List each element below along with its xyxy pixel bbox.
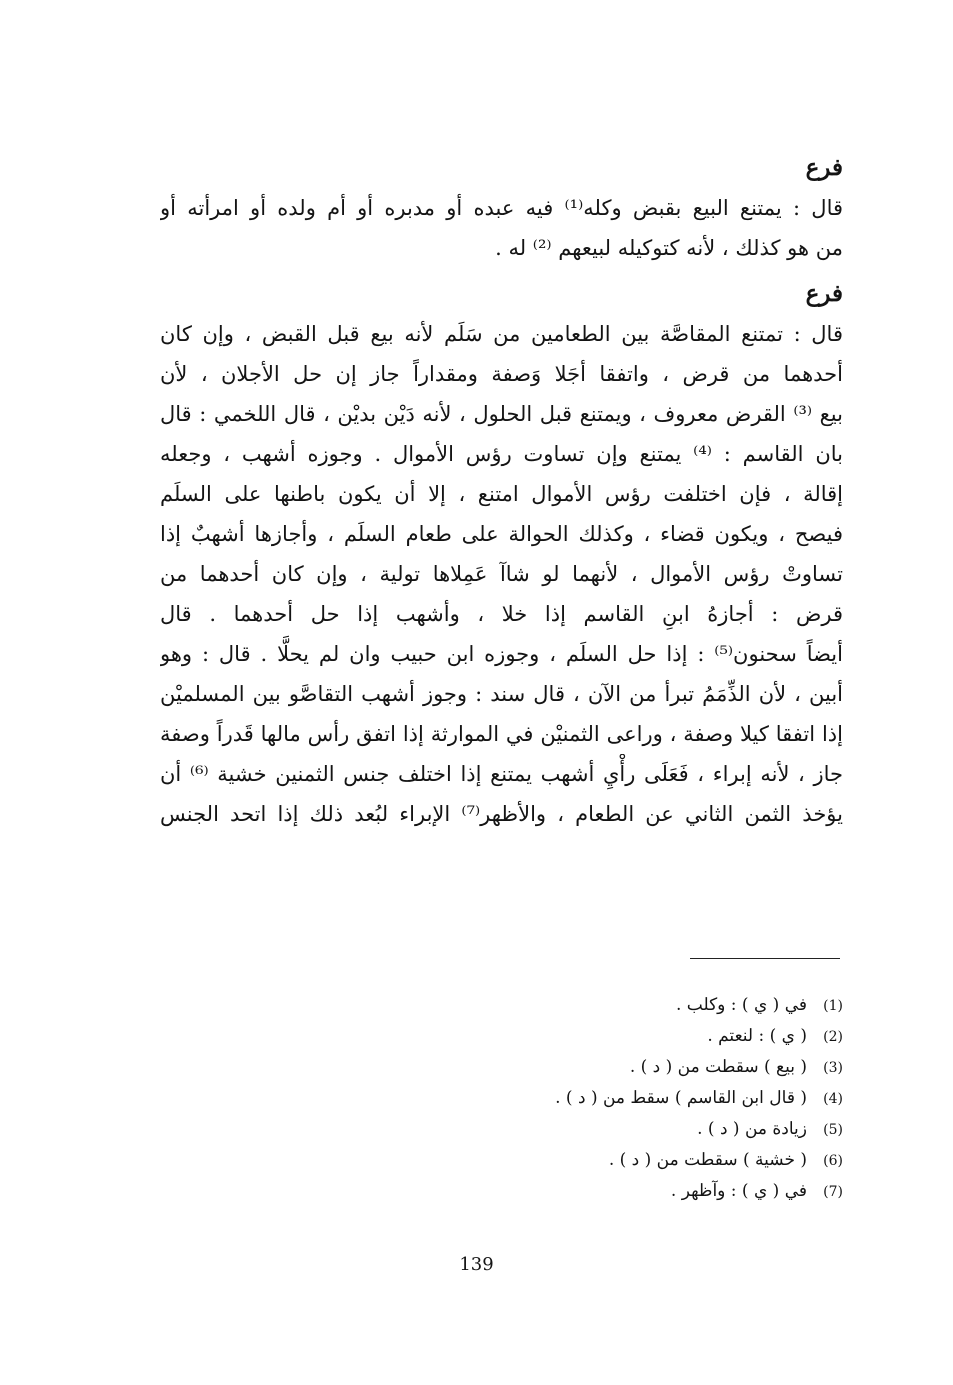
footnote-text: ( خشية ) سقطت من ( د ) . bbox=[608, 1150, 807, 1170]
text-line: بيع ⁽³⁾ القرض معروف ، ويمتنع قبل الحلول ، لأنه دَيْن بديْن ، قال اللخمي : قال bbox=[160, 402, 843, 426]
footnote-text: في ( ي ) : وآظهر . bbox=[670, 1181, 807, 1201]
main-text bbox=[160, 148, 843, 834]
footnotes bbox=[360, 990, 843, 1207]
text-line: إقالة ، فإن اختلفت رؤس الأموال امتنع ، إلا أن يكون باطنها على السلَم bbox=[160, 482, 843, 506]
footnote-item bbox=[360, 1083, 843, 1114]
text-line: أحدهما من قرض ، واتفقا أجَلا وَصفة ومقداراً جاز إن حل الأجلان ، لأن bbox=[160, 362, 843, 386]
text-line: قال : تمتنع المقاصَّة بين الطعامين من سَلَم لأنه بيع قبل القبض ، وإن كان bbox=[160, 322, 843, 346]
text-line: أيضاً سحنون⁽⁵⁾ : إذا حل السلَم ، وجوزه ابن حبيب وان لم يحلَّا . قال : وهو bbox=[160, 642, 843, 666]
footnote-item bbox=[360, 1114, 843, 1145]
section-heading: فرع bbox=[805, 154, 843, 181]
footnote-item bbox=[360, 1052, 843, 1083]
page-number: 139 bbox=[459, 1254, 494, 1275]
text-line: أبين ، لأن الذِّمَمُ تبرأ من الآن ، قال سند : وجوز أشهب التقاصَّو بين المسلميْن bbox=[160, 682, 843, 706]
text-line: قال : يمتنع البيع بقبض وكله⁽¹⁾ فيه عبده أو مدبره أو أم ولده أو امرأته أو bbox=[160, 196, 843, 220]
text-line: فيصح ، ويكون قضاء ، وكذلك الحوالة على طعام السلَم ، وأجازها أشهبٌ إذا bbox=[160, 522, 843, 546]
footnote-text: زيادة من ( د ) . bbox=[697, 1119, 807, 1139]
footnote-text: ( بيع ) سقطت من ( د ) . bbox=[629, 1057, 807, 1077]
text-line: جاز ، لأنه إبراء ، فَعَلَى رأْيِ أشهب يمتنع إذا اختلف جنس الثمنين خشية ⁽⁶⁾ أن bbox=[160, 762, 843, 786]
footnote-item bbox=[360, 1176, 843, 1207]
text-line: يؤخذ الثمن الثاني عن الطعام ، والأظهر⁽⁷⁾ الإبراء لبُعد ذلك إذا اتحد الجنس bbox=[160, 802, 843, 826]
section-heading: فرع bbox=[805, 280, 843, 307]
text-line: تساوتْ رؤس الأموال ، لأنهما لو شاآ عَمِلاها تولية ، وإن كان أحدهما من bbox=[160, 562, 843, 586]
text-line: إذا اتفقا كيلا وصفة ، وراعى الثمنيْن في الموارثة إذا اتفق رأس مالها قَدراً وصفة bbox=[160, 722, 843, 746]
footnote-item bbox=[360, 990, 843, 1021]
footnote-text: ( قال ابن القاسم ) سقط من ( د ) . bbox=[555, 1088, 807, 1108]
footnote-item bbox=[360, 1145, 843, 1176]
footnote-number: (2) bbox=[823, 1029, 843, 1045]
footnote-separator bbox=[690, 958, 840, 959]
footnote-number: (4) bbox=[823, 1091, 843, 1107]
footnote-number: (3) bbox=[823, 1060, 843, 1076]
footnote-text: في ( ي ) : وكلب . bbox=[675, 995, 807, 1015]
text-line: بان القاسم : ⁽⁴⁾ يمتنع وإن تساوت رؤس الأموال . وجوزه أشهب ، وجعله bbox=[160, 442, 843, 466]
footnote-number: (7) bbox=[823, 1184, 843, 1200]
footnote-number: (1) bbox=[823, 998, 843, 1014]
text-line: من هو كذلك ، لأنه كتوكيله لبيعهم ⁽²⁾ له . bbox=[495, 236, 843, 260]
footnote-text: ( ي ) : لنعتم . bbox=[707, 1026, 807, 1046]
footnote-number: (5) bbox=[823, 1122, 843, 1138]
text-line: قرض : أجازهُ ابنِ القاسم إذا خلا ، وأشهب إذا حل أحدهما . قال bbox=[160, 602, 843, 626]
footnote-item bbox=[360, 1021, 843, 1052]
footnote-number: (6) bbox=[823, 1153, 843, 1169]
